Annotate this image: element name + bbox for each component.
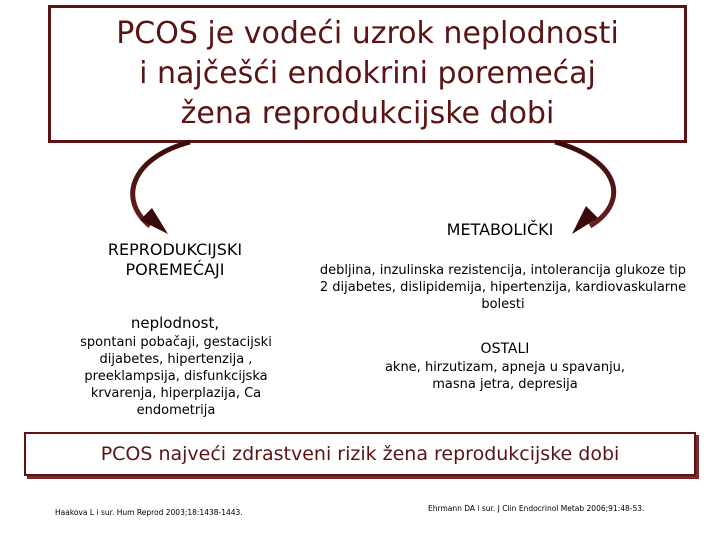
risk-banner [24,432,696,476]
reference-left: Haakova L i sur. Hum Reprod 2003;18:1438-1443. [55,508,243,517]
reproductive-heading: REPRODUKCIJSKI POREMEĆAJI [107,240,243,279]
other-heading: OSTALI [480,341,530,357]
metabolic-list: debljina, inzulinska rezistencija, intolerancija glukoze tip 2 dijabetes, dislipidemija, hipertenzija, kardiovaskularne bolesti [319,263,687,312]
risk-banner-text: PCOS najveći zdrastveni rizik žena reprodukcijske dobi [100,443,620,465]
slide-title: PCOS je vodeći uzrok neplodnosti i najčešći endokrini poremećaj žena reprodukcijske dobi [116,16,619,131]
left-curved-arrow [133,142,190,234]
metabolic-heading: METABOLIČKI [446,220,554,239]
reference-right: Ehrmann DA i sur. J Clin Endocrinol Metab 2006;91:48-53. [428,504,645,513]
other-list: akne, hirzutizam, apneja u spavanju, masna jetra, depresija [384,360,626,392]
reproductive-subheading: neplodnost, [130,314,220,332]
reproductive-list: spontani pobačaji, gestacijski dijabetes, hipertenzija , preeklampsija, disfunkcijska krvarenja, hiperplazija, Ca endometrija [80,335,272,418]
